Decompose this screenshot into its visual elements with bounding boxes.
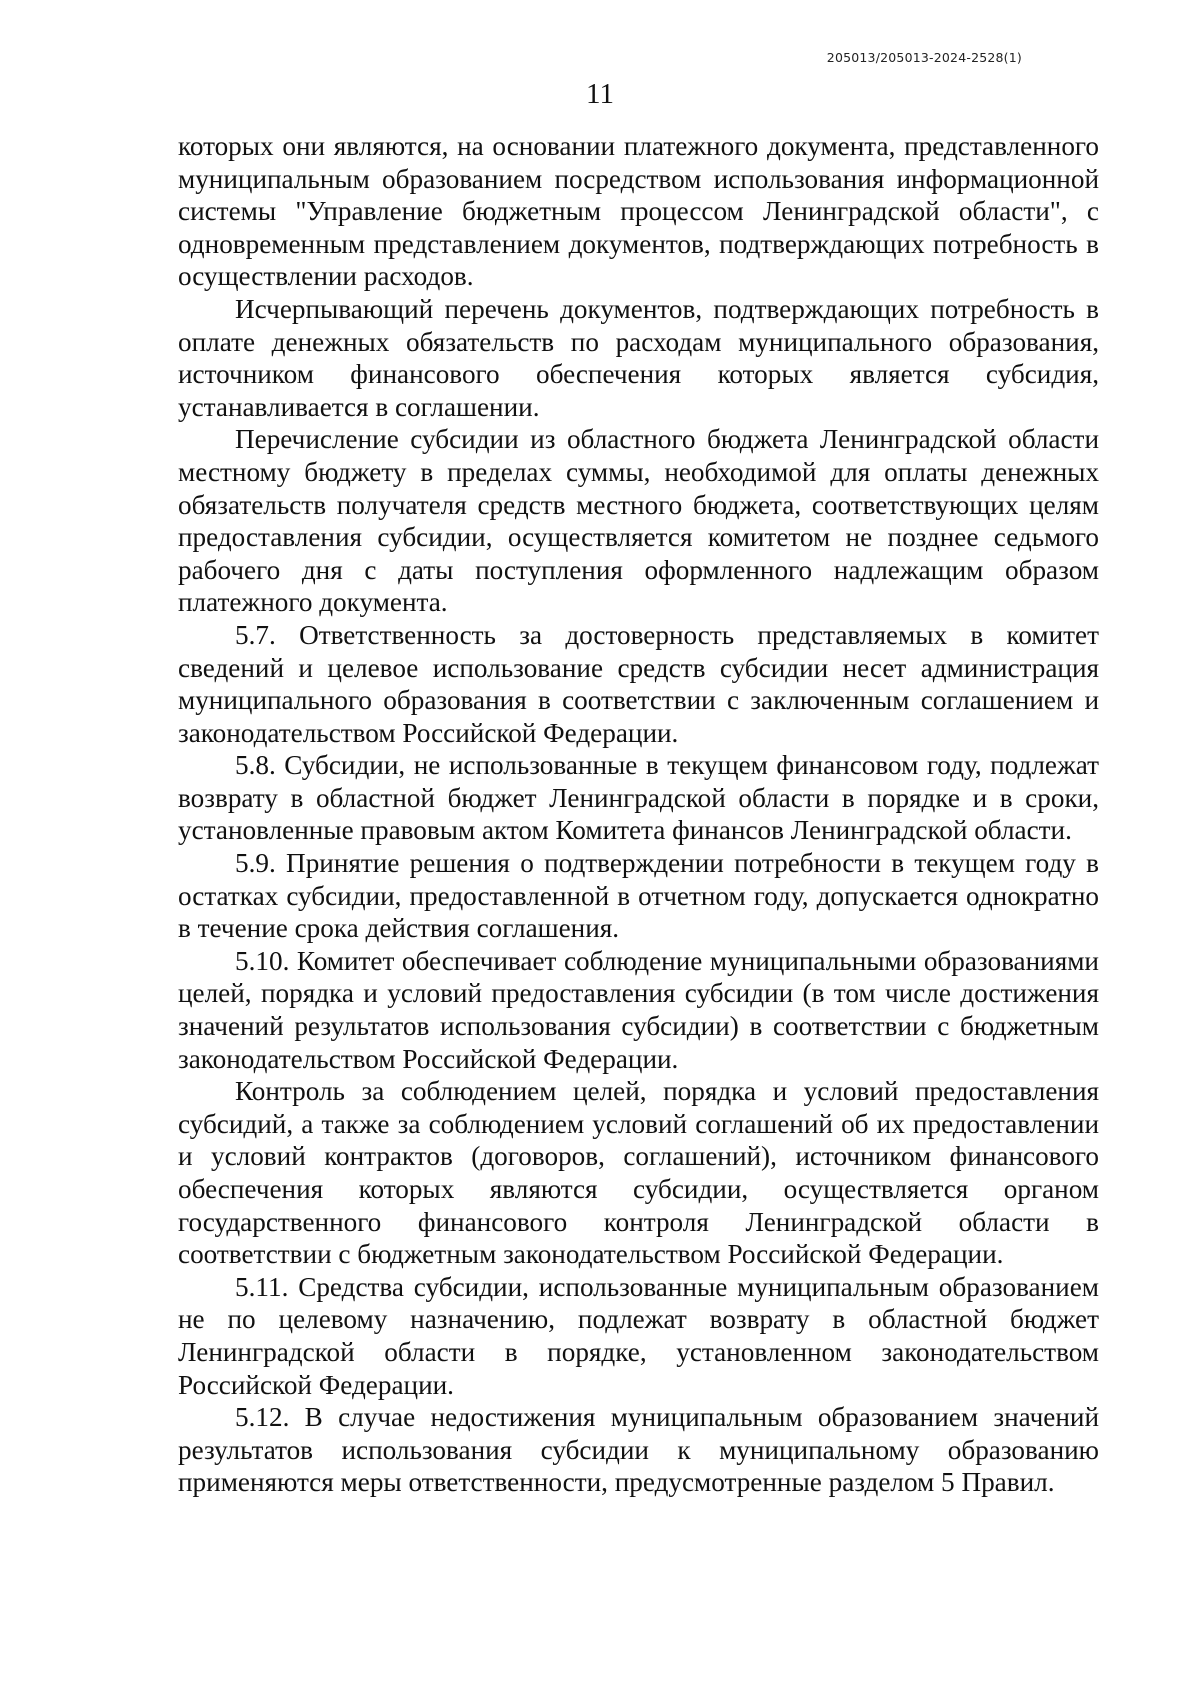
document-body [178,130,1099,1499]
paragraph-5-10: 5.10. Комитет обеспечивает соблюдение муниципальными образованиями целей, порядка и условий предоставления субсидии (в том числе достижения значений результатов использования субсидии) в соответствии с бюджетным законодательством Российской Федерации. [178,945,1099,1074]
paragraph-5-9: 5.9. Принятие решения о подтверждении потребности в текущем году в остатках субсидии, предоставленной в отчетном году, допускается однократно в течение срока действия соглашения. [178,848,1099,944]
paragraph-subsidy-transfer: Перечисление субсидии из областного бюджета Ленинградской области местному бюджету в пределах суммы, необходимой для оплаты денежных обязательств получателя средств местного бюджета, соответствующих целям предоставления субсидии, осуществляется комитетом не позднее седьмого рабочего дня с даты поступления оформленного надлежащим образом платежного документа. [178,424,1099,618]
paragraph-5-11: 5.11. Средства субсидии, использованные муниципальным образованием не по целевому назначению, подлежат возврату в областной бюджет Ленинградской области в порядке, установленном законодательством Российской Федерации. [178,1271,1099,1400]
paragraph-documents-list: Исчерпывающий перечень документов, подтверждающих потребность в оплате денежных обязательств по расходам муниципального образования, источником финансового обеспечения которых является субсидия, устанавливается в соглашении. [178,293,1099,422]
paragraph-5-12: 5.12. В случае недостижения муниципальным образованием значений результатов использования субсидии к муниципальному образованию применяются меры ответственности, предусмотренные разделом 5 Правил. [178,1402,1099,1498]
page-number: 11 [586,78,614,110]
paragraph-5-7: 5.7. Ответственность за достоверность представляемых в комитет сведений и целевое использование средств субсидии несет администрация муниципального образования в соответствии с заключенным соглашением и законодательством Российской Федерации. [178,619,1099,748]
paragraph-continuation: которых они являются, на основании платежного документа, представленного муниципальным образованием посредством использования информационной системы "Управление бюджетным процессом Ленинградской области", с одновременным представлением документов, подтверждающих потребность в осуществлении расходов. [178,131,1099,292]
document-id: 205013/205013-2024-2528(1) [826,50,1022,65]
paragraph-control: Контроль за соблюдением целей, порядка и условий предоставления субсидий, а также за соблюдением условий соглашений об их предоставлении и условий контрактов (договоров, соглашений), источником финансового обеспечения которых являются субсидии, осуществляется органом государственного финансового контроля Ленинградской области в соответствии с бюджетным законодательством Российской Федерации. [178,1076,1099,1270]
paragraph-5-8: 5.8. Субсидии, не использованные в текущем финансовом году, подлежат возврату в областной бюджет Ленинградской области в порядке и в сроки, установленные правовым актом Комитета финансов Ленинградской области. [178,750,1099,846]
